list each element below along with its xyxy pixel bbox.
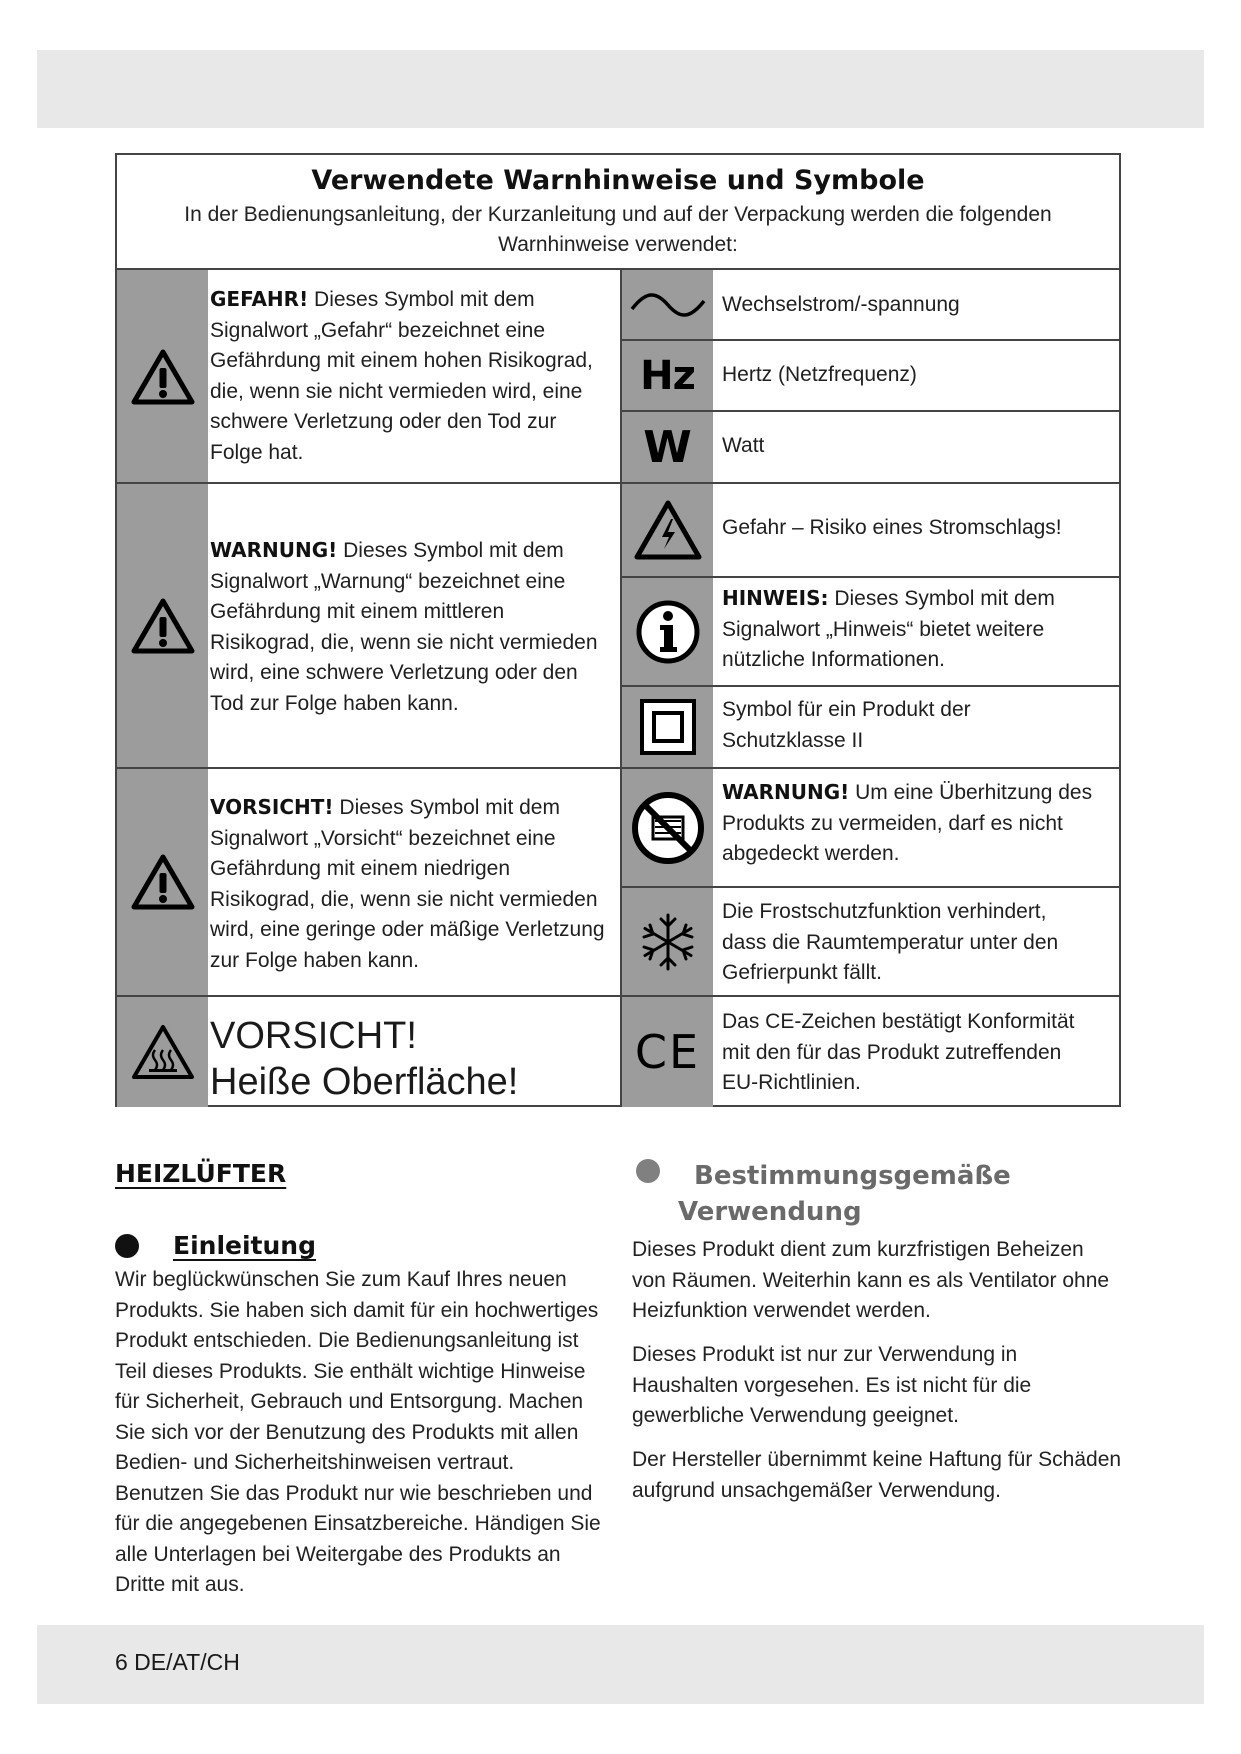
warning-icon-cell [117,483,208,768]
gefahr-text: Dieses Symbol mit dem Signalwort „Gefahr“ bezeichnet eine Gefährdung mit einem hohen Risikograd, die, wenn sie nicht vermieden wird, eine schwere Verletzung oder den Tod zur Folge hat. [210,288,593,464]
ce-label: Das CE-Zeichen bestätigt Konformität mit den für das Produkt zutreffenden EU-Richtlinien. [722,1010,1075,1094]
row-divider [620,576,1121,578]
warning-icon-cell [117,768,208,996]
hinweis-description [722,583,1112,676]
ac-label: Wechselstrom/-spannung [722,293,960,316]
vorsicht-text: Dieses Symbol mit dem Signalwort „Vorsicht“ bezeichnet eine Gefährdung mit einem niedrigen Risikograd, die, wenn sie nicht vermieden wird, eine geringe oder mäßige Verletzung zur Folge haben kann. [210,796,605,972]
class-ii-icon-cell [622,686,713,768]
bullet-icon [636,1159,660,1183]
warning-triangle-icon [131,853,195,911]
row-divider [620,339,1121,341]
class-ii-label: Symbol für ein Produkt der Schutzklasse II [722,698,971,752]
row-divider [117,995,622,997]
gefahr-description [210,284,610,468]
warning-icon-cell [117,270,208,483]
do-not-cover-icon [631,791,705,865]
row-divider [117,482,622,484]
top-band [37,50,1204,128]
snowflake-icon-cell [622,887,713,996]
warnung-description [210,535,610,719]
frost-protection-label: Die Frostschutzfunktion verhindert, dass die Raumtemperatur unter den Gefrierpunkt fällt. [722,900,1059,984]
vorsicht-description [210,792,610,976]
column-divider [620,270,622,1107]
watt-icon: W [643,421,692,473]
hertz-label: Hertz (Netzfrequenz) [722,363,917,386]
gefahr-keyword: GEFAHR! [210,287,309,311]
page-number: 6 DE/AT/CH [115,1649,240,1675]
do-not-cover-description [722,777,1112,870]
row-divider [620,685,1121,687]
warnung-keyword: WARNUNG! [210,538,338,562]
info-icon-cell [622,577,713,686]
ac-icon-cell [622,270,713,340]
do-not-cover-keyword: WARNUNG! [722,780,850,804]
footer-band [37,1625,1204,1704]
hot-surface-warning [210,1013,518,1105]
protection-class-ii-icon [639,698,697,756]
warnung-text: Dieses Symbol mit dem Signalwort „Warnung“ bezeichnet eine Gefährdung mit einem mittleren Risikograd, die, wenn sie nicht vermieden wird, eine schwere Verletzung oder den Tod zur Folge haben kann. [210,539,598,715]
table-header [117,155,1119,270]
hot-surface-line2: Heiße Oberfläche! [210,1061,519,1103]
warning-triangle-icon [131,348,195,406]
do-not-cover-icon-cell [622,768,713,887]
shock-icon-cell [622,483,713,577]
product-heading: HEIZLÜFTER [115,1159,287,1188]
hinweis-text: Dieses Symbol mit dem Signalwort „Hinweis“ bietet weitere nützliche Informationen. [722,587,1055,671]
introduction-text: Wir beglückwünschen Sie zum Kauf Ihres neuen Produkts. Sie haben sich damit für ein hochwertiges Produkt entschieden. Die Bedienungsanleitung ist Teil dieses Produkts. Sie enthält wichtige Hinweise für Sicherheit, Gebrauch und Entsorgung. Machen Sie sich vor der Benutzung des Produkts mit allen Bedien- und Sicherheitshinweisen vertraut. Benutzen Sie das Produkt nur wie beschrieben und für die angegebenen Einsatzbereiche. Händigen Sie alle Unterlagen bei Weitergabe des Produkts an Dritte mit aus. [115,1268,601,1596]
hot-surface-icon [131,1023,195,1081]
intended-use-paragraph-2: Dieses Produkt ist nur zur Verwendung in Haushalten vorgesehen. Es ist nicht für die gewerbliche Verwendung geeignet. [632,1343,1032,1427]
table-intro: In der Bedienungsanleitung, der Kurzanleitung und auf der Verpackung werden die folgenden Warnhinweise verwendet: [184,203,1052,256]
row-divider [620,482,1121,484]
do-not-cover-text: Um eine Überhitzung des Produkts zu vermeiden, darf es nicht abgedeckt werden. [722,781,1093,865]
hertz-icon-cell [622,340,713,411]
watt-icon-cell [622,411,713,483]
info-icon [635,599,701,665]
snowflake-icon [637,911,699,973]
row-divider [620,995,1121,997]
hertz-icon: Hz [640,352,695,399]
row-divider [620,886,1121,888]
introduction-heading: Einleitung [173,1231,316,1260]
intended-use-paragraph-3: Der Hersteller übernimmt keine Haftung für Schäden aufgrund unsachgemäßer Verwendung. [632,1448,1122,1502]
warning-symbols-table [115,153,1121,1107]
warning-triangle-icon [131,597,195,655]
intended-use-heading [678,1158,1114,1230]
alternating-current-icon [628,291,708,319]
row-divider [620,410,1121,412]
hot-surface-icon-cell [117,996,208,1107]
ce-mark-icon: CE [634,1024,701,1079]
hinweis-keyword: HINWEIS: [722,586,829,610]
watt-label: Watt [722,434,765,457]
hot-surface-line1: VORSICHT! [210,1015,417,1057]
table-title: Verwendete Warnhinweise und Symbole [311,165,925,196]
vorsicht-keyword: VORSICHT! [210,795,334,819]
shock-label: Gefahr – Risiko eines Stromschlags! [722,516,1062,539]
row-divider [620,767,1121,769]
intended-use-paragraph-1: Dieses Produkt dient zum kurzfristigen Beheizen von Räumen. Weiterhin kann es als Ventilator ohne Heizfunktion verwendet werden. [632,1238,1110,1322]
intended-use-heading-line2: Verwendung [678,1197,862,1227]
bullet-icon [115,1234,139,1258]
ce-icon-cell [622,996,713,1107]
intended-use-heading-line1: Bestimmungsgemäße [694,1161,1011,1191]
electric-shock-icon [633,499,703,561]
row-divider [117,767,622,769]
